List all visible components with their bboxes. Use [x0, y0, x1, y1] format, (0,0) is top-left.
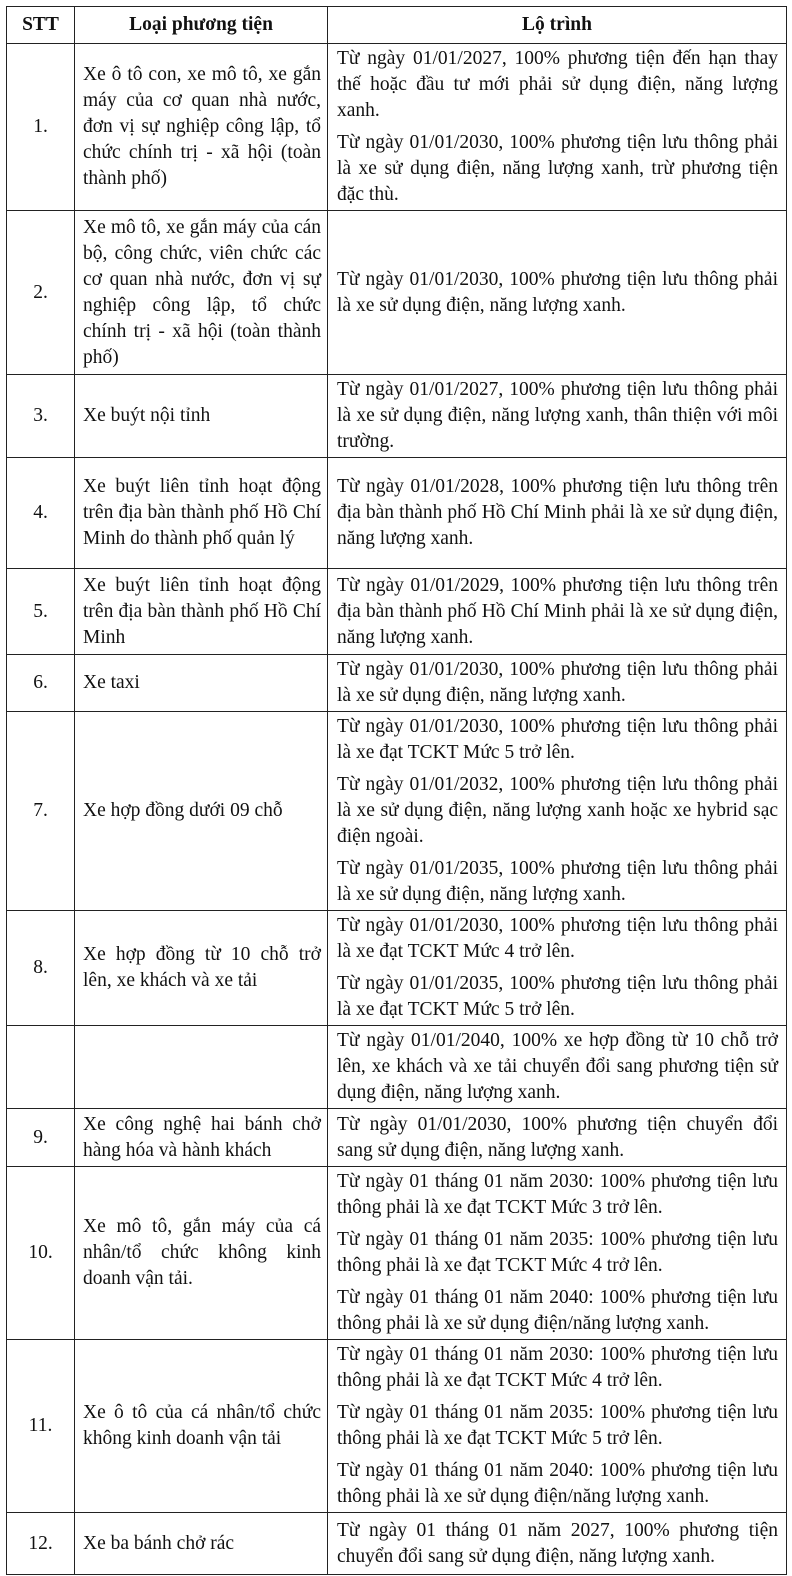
row-vehicle-type: Xe công nghệ hai bánh chở hàng hóa và hành khách — [75, 1109, 328, 1167]
roadmap-item: Từ ngày 01/01/2040, 100% xe hợp đồng từ 10 chỗ trở lên, xe khách và xe tải chuyển đổi sang phương tiện sử dụng điện, năng lượng xanh. — [337, 1030, 778, 1103]
row-stt: 1. — [7, 44, 75, 211]
row-roadmap — [328, 1109, 787, 1167]
row-stt: 5. — [7, 569, 75, 655]
roadmap-item: Từ ngày 01/01/2027, 100% phương tiện đến hạn thay thế hoặc đầu tư mới phải sử dụng điện, năng lượng xanh. — [337, 48, 778, 121]
row-stt: 11. — [7, 1340, 75, 1513]
row-vehicle-type: Xe taxi — [75, 655, 328, 712]
roadmap-item: Từ ngày 01/01/2027, 100% phương tiện lưu thông phải là xe sử dụng điện, năng lượng xanh, thân thiện với môi trường. — [337, 379, 778, 452]
row-stt: 2. — [7, 211, 75, 375]
table-row — [7, 1340, 787, 1513]
table-row — [7, 44, 787, 211]
header-stt: STT — [7, 7, 75, 44]
row-roadmap — [328, 1340, 787, 1513]
roadmap-item: Từ ngày 01 tháng 01 năm 2040: 100% phương tiện lưu thông phải là xe sử dụng điện/năng lượng xanh. — [337, 1287, 778, 1334]
row-stt: 4. — [7, 458, 75, 569]
row-stt: 8. — [7, 911, 75, 1026]
header-row — [7, 7, 787, 44]
vehicle-roadmap-table — [6, 6, 787, 1575]
table-row — [7, 712, 787, 911]
roadmap-item: Từ ngày 01 tháng 01 năm 2027, 100% phương tiện chuyển đổi sang sử dụng điện, năng lượng xanh. — [337, 1519, 778, 1567]
roadmap-item: Từ ngày 01/01/2030, 100% phương tiện lưu thông phải là xe sử dụng điện, năng lượng xanh, trừ phương tiện đặc thù. — [337, 132, 778, 205]
row-roadmap — [328, 211, 787, 375]
roadmap-item: Từ ngày 01/01/2028, 100% phương tiện lưu thông trên địa bàn thành phố Hồ Chí Minh phải là xe sử dụng điện, năng lượng xanh. — [337, 476, 778, 549]
table-row — [7, 1026, 787, 1109]
roadmap-item: Từ ngày 01/01/2030, 100% phương tiện lưu thông phải là xe đạt TCKT Mức 5 trở lên. — [337, 716, 778, 763]
table-body — [7, 44, 787, 1575]
roadmap-item: Từ ngày 01/01/2032, 100% phương tiện lưu thông phải là xe sử dụng điện, năng lượng xanh hoặc xe hybrid sạc điện ngoài. — [337, 774, 778, 847]
table-header — [7, 7, 787, 44]
row-vehicle-type: Xe buýt liên tỉnh hoạt động trên địa bàn thành phố Hồ Chí Minh — [75, 569, 328, 655]
roadmap-item: Từ ngày 01 tháng 01 năm 2035: 100% phương tiện lưu thông phải là xe đạt TCKT Mức 4 trở lên. — [337, 1229, 778, 1276]
roadmap-item: Từ ngày 01 tháng 01 năm 2030: 100% phương tiện lưu thông phải là xe đạt TCKT Mức 4 trở lên. — [337, 1344, 778, 1391]
row-vehicle-type: Xe hợp đồng từ 10 chỗ trở lên, xe khách và xe tải — [75, 911, 328, 1026]
row-roadmap — [328, 569, 787, 655]
roadmap-item: Từ ngày 01/01/2029, 100% phương tiện lưu thông trên địa bàn thành phố Hồ Chí Minh phải là xe sử dụng điện, năng lượng xanh. — [337, 574, 778, 648]
row-roadmap — [328, 375, 787, 458]
roadmap-item: Từ ngày 01/01/2030, 100% phương tiện lưu thông phải là xe đạt TCKT Mức 4 trở lên. — [337, 915, 778, 962]
row-stt: 12. — [7, 1513, 75, 1575]
row-stt: 7. — [7, 712, 75, 911]
row-stt — [7, 1026, 75, 1109]
row-stt: 10. — [7, 1167, 75, 1340]
table-row — [7, 1109, 787, 1167]
row-stt: 6. — [7, 655, 75, 712]
roadmap-item: Từ ngày 01 tháng 01 năm 2030: 100% phương tiện lưu thông phải là xe đạt TCKT Mức 3 trở lên. — [337, 1171, 778, 1218]
table-row — [7, 375, 787, 458]
row-roadmap — [328, 712, 787, 911]
roadmap-item: Từ ngày 01/01/2035, 100% phương tiện lưu thông phải là xe sử dụng điện, năng lượng xanh. — [337, 858, 778, 905]
row-vehicle-type: Xe buýt liên tỉnh hoạt động trên địa bàn thành phố Hồ Chí Minh do thành phố quản lý — [75, 458, 328, 569]
table-row — [7, 655, 787, 712]
roadmap-item: Từ ngày 01/01/2030, 100% phương tiện lưu thông phải là xe sử dụng điện, năng lượng xanh. — [337, 659, 778, 706]
roadmap-item: Từ ngày 01/01/2030, 100% phương tiện chuyển đổi sang sử dụng điện, năng lượng xanh. — [337, 1113, 778, 1161]
row-vehicle-type: Xe hợp đồng dưới 09 chỗ — [75, 712, 328, 911]
row-roadmap — [328, 44, 787, 211]
roadmap-item: Từ ngày 01/01/2035, 100% phương tiện lưu thông phải là xe đạt TCKT Mức 5 trở lên. — [337, 973, 778, 1020]
row-vehicle-type: Xe ô tô con, xe mô tô, xe gắn máy của cơ quan nhà nước, đơn vị sự nghiệp công lập, tổ chức chính trị - xã hội (toàn thành phố) — [75, 44, 328, 211]
row-vehicle-type: Xe buýt nội tỉnh — [75, 375, 328, 458]
row-roadmap — [328, 1026, 787, 1109]
row-vehicle-type: Xe ba bánh chở rác — [75, 1513, 328, 1575]
table-row — [7, 458, 787, 569]
row-vehicle-type: Xe mô tô, gắn máy của cá nhân/tổ chức không kinh doanh vận tải. — [75, 1167, 328, 1340]
row-vehicle-type: Xe ô tô của cá nhân/tổ chức không kinh doanh vận tải — [75, 1340, 328, 1513]
row-roadmap — [328, 1167, 787, 1340]
row-roadmap — [328, 911, 787, 1026]
row-vehicle-type — [75, 1026, 328, 1109]
row-roadmap — [328, 655, 787, 712]
row-roadmap — [328, 1513, 787, 1575]
row-vehicle-type: Xe mô tô, xe gắn máy của cán bộ, công chức, viên chức các cơ quan nhà nước, đơn vị sự nghiệp công lập, tổ chức chính trị - xã hội (toàn thành phố) — [75, 211, 328, 375]
roadmap-item: Từ ngày 01 tháng 01 năm 2040: 100% phương tiện lưu thông phải là xe sử dụng điện/năng lượng xanh. — [337, 1460, 778, 1507]
row-stt: 9. — [7, 1109, 75, 1167]
table-row — [7, 911, 787, 1026]
row-stt: 3. — [7, 375, 75, 458]
table-row — [7, 569, 787, 655]
row-roadmap — [328, 458, 787, 569]
header-vehicle-type: Loại phương tiện — [75, 7, 328, 44]
header-roadmap: Lộ trình — [328, 7, 787, 44]
roadmap-item: Từ ngày 01 tháng 01 năm 2035: 100% phương tiện lưu thông phải là xe đạt TCKT Mức 5 trở lên. — [337, 1402, 778, 1449]
table-row — [7, 1167, 787, 1340]
roadmap-item: Từ ngày 01/01/2030, 100% phương tiện lưu thông phải là xe sử dụng điện, năng lượng xanh. — [337, 268, 778, 316]
table-row — [7, 211, 787, 375]
table-row — [7, 1513, 787, 1575]
